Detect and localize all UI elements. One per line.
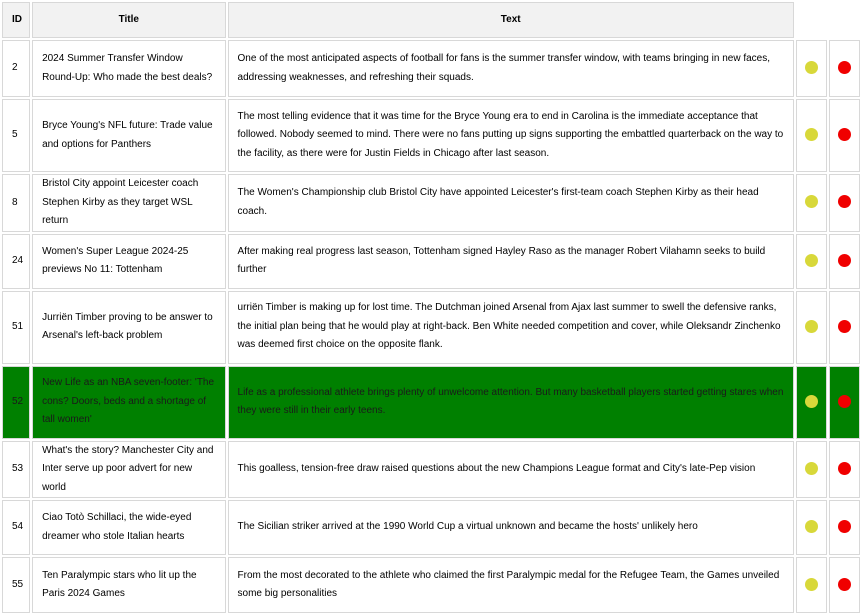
- yellow-dot-cell: [796, 557, 827, 613]
- red-dot-cell: [829, 234, 860, 289]
- row-text: Life as a professional athlete brings plenty of unwelcome attention. But many basketball players started getting stares when they were still in their early teens.: [228, 366, 794, 439]
- row-text: The Women's Championship club Bristol City have appointed Leicester's first-team coach Stephen Kirby as their head coach.: [228, 174, 794, 232]
- yellow-dot-cell: [796, 99, 827, 172]
- row-title: New Life as an NBA seven-footer: 'The cons? Doors, beds and a shortage of tall women': [32, 366, 225, 439]
- yellow-circle-icon[interactable]: [805, 578, 818, 591]
- yellow-circle-icon[interactable]: [805, 520, 818, 533]
- yellow-circle-icon[interactable]: [805, 195, 818, 208]
- red-dot-cell: [829, 174, 860, 232]
- red-circle-icon[interactable]: [838, 254, 851, 267]
- red-dot-cell: [829, 40, 860, 97]
- table-row[interactable]: [2, 441, 860, 499]
- row-text: urriën Timber is making up for lost time. The Dutchman joined Arsenal from Ajax last summer to swell the defensive ranks, the initial plan being that he would play at right-back. Ben White needed competition and cover, while Oleksandr Zinchenko was deemed first choice on the opposite flank.: [228, 291, 794, 364]
- red-circle-icon[interactable]: [838, 395, 851, 408]
- row-title: Bryce Young's NFL future: Trade value and options for Panthers: [32, 99, 225, 172]
- row-title: 2024 Summer Transfer Window Round-Up: Who made the best deals?: [32, 40, 225, 97]
- table-row[interactable]: [2, 174, 860, 232]
- table-row[interactable]: [2, 557, 860, 613]
- yellow-circle-icon[interactable]: [805, 128, 818, 141]
- yellow-circle-icon[interactable]: [805, 61, 818, 74]
- row-id: 2: [2, 40, 30, 97]
- row-id: 55: [2, 557, 30, 613]
- yellow-circle-icon[interactable]: [805, 254, 818, 267]
- yellow-circle-icon[interactable]: [805, 320, 818, 333]
- row-title: Women's Super League 2024-25 previews No 11: Tottenham: [32, 234, 225, 289]
- row-id: 54: [2, 500, 30, 555]
- row-text: The most telling evidence that it was time for the Bryce Young era to end in Carolina is the immediate acceptance that followed. Nobody seemed to mind. There were no fans putting up signs supporting the embattled quarterback on the way to the facility, as there were for Justin Fields in Chicago after last season.: [228, 99, 794, 172]
- text-column-header: Text: [228, 2, 794, 38]
- red-circle-icon[interactable]: [838, 61, 851, 74]
- yellow-dot-cell: [796, 40, 827, 97]
- yellow-dot-cell: [796, 234, 827, 289]
- row-id: 52: [2, 366, 30, 439]
- yellow-dot-cell: [796, 441, 827, 499]
- red-circle-icon[interactable]: [838, 195, 851, 208]
- yellow-dot-cell: [796, 291, 827, 364]
- yellow-circle-icon[interactable]: [805, 395, 818, 408]
- row-title: Ten Paralympic stars who lit up the Paris 2024 Games: [32, 557, 225, 613]
- empty-header-cell: [796, 2, 827, 38]
- row-title: Jurriën Timber proving to be answer to Arsenal's left-back problem: [32, 291, 225, 364]
- row-id: 24: [2, 234, 30, 289]
- table-row[interactable]: [2, 291, 860, 364]
- red-dot-cell: [829, 557, 860, 613]
- red-dot-cell: [829, 441, 860, 499]
- table-row[interactable]: [2, 99, 860, 172]
- row-text: After making real progress last season, Tottenham signed Hayley Raso as the manager Robert Vilahamn seeks to build further: [228, 234, 794, 289]
- title-column-header: Title: [32, 2, 225, 38]
- yellow-circle-icon[interactable]: [805, 462, 818, 475]
- row-id: 53: [2, 441, 30, 499]
- table-row[interactable]: [2, 366, 860, 439]
- row-title: Bristol City appoint Leicester coach Stephen Kirby as they target WSL return: [32, 174, 225, 232]
- row-text: From the most decorated to the athlete who claimed the first Paralympic medal for the Refugee Team, the Games unveiled some big personalities: [228, 557, 794, 613]
- red-dot-cell: [829, 99, 860, 172]
- yellow-dot-cell: [796, 366, 827, 439]
- red-dot-cell: [829, 291, 860, 364]
- id-column-header: ID: [2, 2, 30, 38]
- yellow-dot-cell: [796, 500, 827, 555]
- table-row[interactable]: [2, 234, 860, 289]
- row-id: 5: [2, 99, 30, 172]
- row-text: The Sicilian striker arrived at the 1990 World Cup a virtual unknown and became the hosts' unlikely hero: [228, 500, 794, 555]
- yellow-dot-cell: [796, 174, 827, 232]
- red-circle-icon[interactable]: [838, 128, 851, 141]
- row-title: What's the story? Manchester City and Inter serve up poor advert for new world: [32, 441, 225, 499]
- red-dot-cell: [829, 366, 860, 439]
- row-id: 51: [2, 291, 30, 364]
- red-dot-cell: [829, 500, 860, 555]
- red-circle-icon[interactable]: [838, 462, 851, 475]
- red-circle-icon[interactable]: [838, 320, 851, 333]
- red-circle-icon[interactable]: [838, 520, 851, 533]
- row-text: One of the most anticipated aspects of football for fans is the summer transfer window, with teams bringing in new faces, addressing weaknesses, and refreshing their squads.: [228, 40, 794, 97]
- table-row[interactable]: [2, 40, 860, 97]
- empty-header-cell: [829, 2, 860, 38]
- row-text: This goalless, tension-free draw raised questions about the new Champions League format and City's late-Pep vision: [228, 441, 794, 499]
- red-circle-icon[interactable]: [838, 578, 851, 591]
- table-row[interactable]: [2, 500, 860, 555]
- row-title: Ciao Totò Schillaci, the wide-eyed dreamer who stole Italian hearts: [32, 500, 225, 555]
- header-row: [2, 2, 860, 38]
- row-id: 8: [2, 174, 30, 232]
